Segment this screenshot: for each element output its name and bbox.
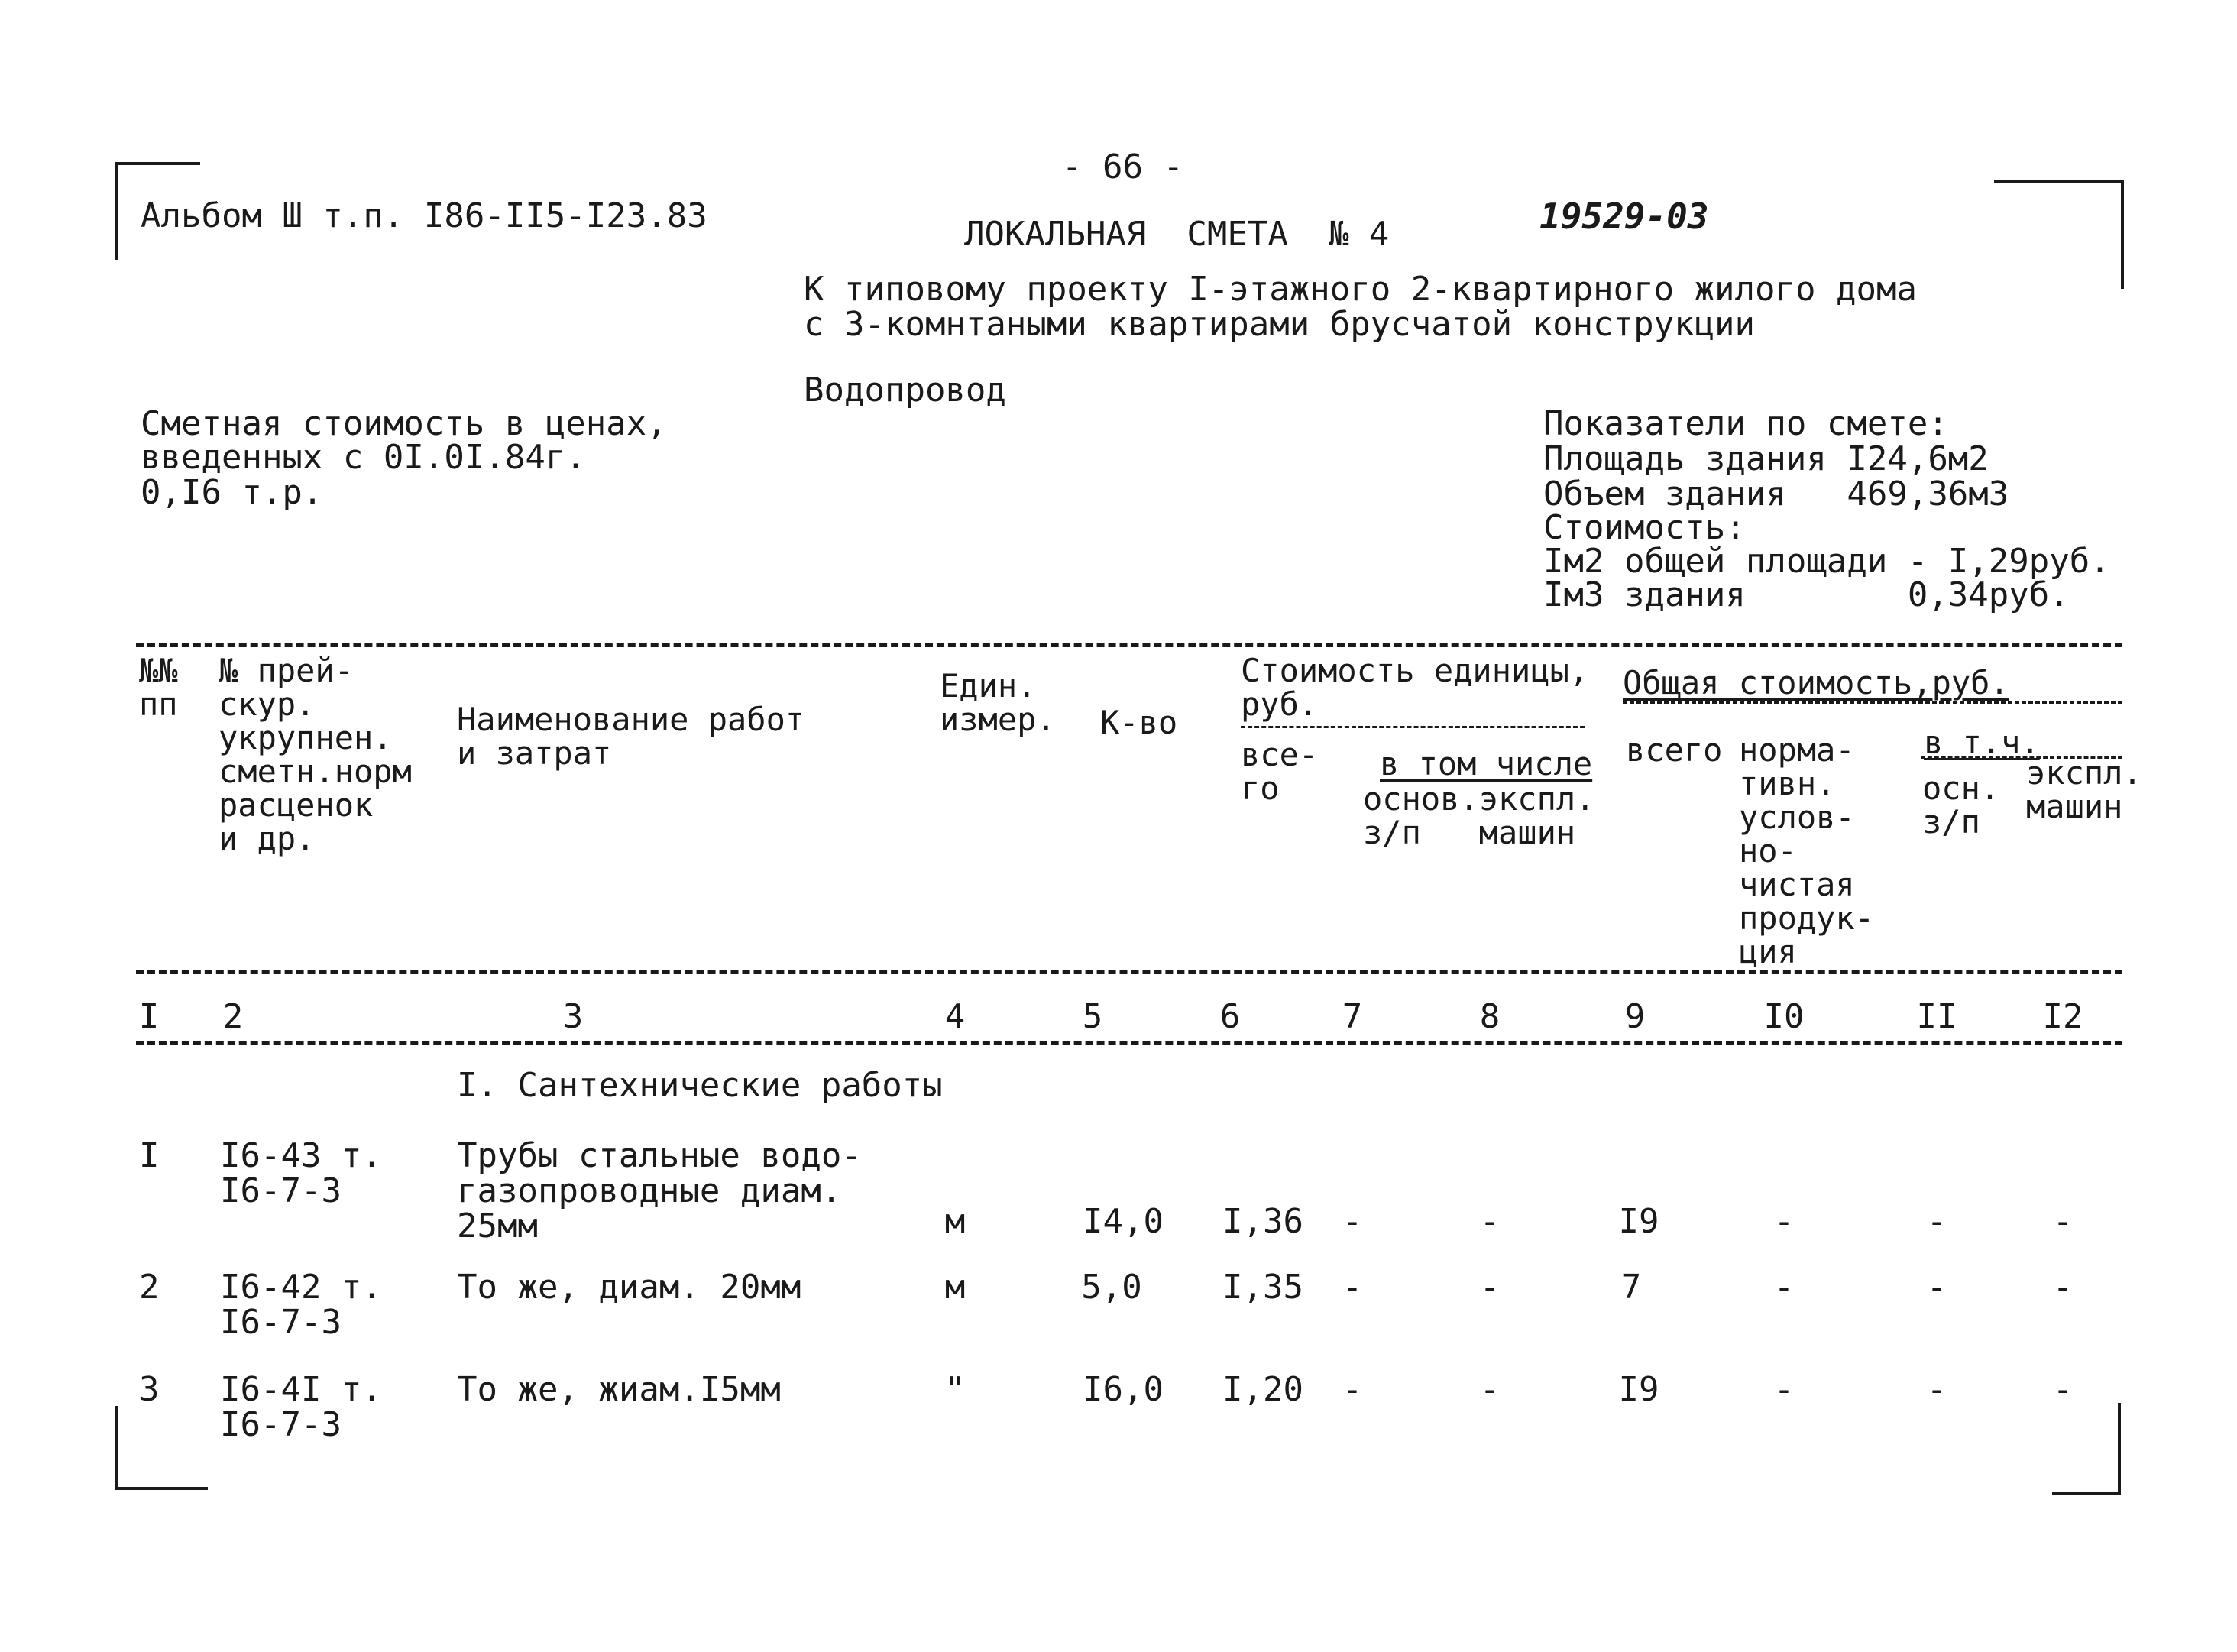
header-unit-cost: Стоимость единицы, руб. xyxy=(1241,652,1589,723)
frame-bottom-right-h xyxy=(2052,1492,2121,1495)
column-number: 8 xyxy=(1479,997,1501,1036)
page-number: - 66 - xyxy=(1062,147,1183,186)
frame-top-right-v xyxy=(2121,180,2124,289)
handwritten-code: 19529-03 xyxy=(1539,196,1709,237)
indicator-per-m3: Iм3 здания 0,34руб. xyxy=(1543,575,2070,614)
column-number: 6 xyxy=(1219,997,1241,1036)
table-row-unit: " xyxy=(944,1370,966,1409)
table-row-name: То же, жиам.I5мм xyxy=(457,1370,781,1409)
table-row-machines: - xyxy=(1479,1268,1501,1307)
header-total-cost-rule xyxy=(1623,701,2122,704)
column-number: 9 xyxy=(1624,997,1646,1036)
table-row-number: 3 xyxy=(139,1370,160,1409)
table-row-number: I xyxy=(139,1136,160,1175)
table-row-unit: м xyxy=(944,1268,966,1307)
table-row-total-machines: - xyxy=(2052,1370,2074,1409)
table-top-border xyxy=(136,643,2122,647)
table-row-code: I6-4I т. I6-7-3 xyxy=(220,1370,382,1444)
table-row-basic-wage: - xyxy=(1342,1370,1363,1409)
header-work-name: Наименование работ и затрат xyxy=(457,701,805,772)
table-row-total: I9 xyxy=(1618,1202,1659,1241)
table-row-number: 2 xyxy=(139,1268,160,1307)
indicator-cost-label: Стоимость: xyxy=(1543,508,1746,547)
header-total-normative: норма- тивн. услов- но- чистая продук- ция xyxy=(1739,731,1875,970)
table-row-machines: - xyxy=(1479,1202,1501,1241)
header-unit-including-cols: основ.экспл. з/п машин xyxy=(1363,780,1595,851)
column-number: I2 xyxy=(2042,997,2083,1036)
column-number: II xyxy=(1916,997,1957,1036)
header-total-including: в т.ч. xyxy=(1924,724,2040,761)
table-row-total: 7 xyxy=(1620,1268,1642,1307)
table-row-total-machines: - xyxy=(2052,1268,2074,1307)
table-row-normative: - xyxy=(1773,1268,1795,1307)
table-row-total-machines: - xyxy=(2052,1202,2074,1241)
header-unit-cost-rule xyxy=(1241,726,1585,728)
header-bottom-border xyxy=(136,970,2122,974)
header-total-basic-wage: осн. з/п xyxy=(1922,769,2000,841)
table-row-code: I6-42 т. I6-7-3 xyxy=(220,1268,382,1342)
table-row-total-basic-wage: - xyxy=(1926,1370,1947,1409)
indicator-per-m2: Iм2 общей площади - I,29руб. xyxy=(1543,542,2110,581)
column-number: 4 xyxy=(944,997,966,1036)
album-reference: Альбом Ш т.п. I86-II5-I23.83 xyxy=(141,196,707,235)
frame-bottom-left-h xyxy=(115,1487,208,1490)
column-number: 2 xyxy=(222,997,244,1036)
indicators-heading: Показатели по смете: xyxy=(1543,404,1948,443)
estimate-line-3: 0,I6 т.р. xyxy=(141,473,323,512)
table-row-normative: - xyxy=(1773,1202,1795,1241)
subtitle-line-2: с 3-комнтаными квартирами брусчатой конструкции xyxy=(804,305,1756,344)
table-row-unit: м xyxy=(944,1202,966,1241)
table-row-name: То же, диам. 20мм xyxy=(457,1268,801,1307)
table-row-code: I6-43 т. I6-7-3 xyxy=(220,1136,382,1210)
table-row-normative: - xyxy=(1773,1370,1795,1409)
header-total-all: всего xyxy=(1626,731,1723,769)
table-row-machines: - xyxy=(1479,1370,1501,1409)
table-row-basic-wage: - xyxy=(1342,1202,1363,1241)
column-number: 5 xyxy=(1082,997,1103,1036)
header-row-number: №№ пп xyxy=(139,652,178,723)
document-title: ЛОКАЛЬНАЯ СМЕТА № 4 xyxy=(964,215,1390,254)
section-name: Водопровод xyxy=(804,371,1006,410)
indicator-area: Площадь здания I24,6м2 xyxy=(1543,439,1989,478)
column-numbers-bottom-border xyxy=(136,1041,2122,1045)
column-number: I0 xyxy=(1763,997,1805,1036)
table-row-quantity: I6,0 xyxy=(1083,1370,1164,1409)
table-row-total-basic-wage: - xyxy=(1926,1268,1947,1307)
column-number: 3 xyxy=(562,997,584,1036)
table-row-total-basic-wage: - xyxy=(1926,1202,1947,1241)
table-row-total: I9 xyxy=(1618,1370,1659,1409)
header-unit: Един. измер. xyxy=(940,667,1056,738)
table-row-price: I,20 xyxy=(1222,1370,1303,1409)
estimate-line-1: Сметная стоимость в ценах, xyxy=(141,404,667,443)
column-number: 7 xyxy=(1342,997,1363,1036)
table-row-price: I,35 xyxy=(1222,1268,1303,1307)
indicator-volume: Объем здания 469,36м3 xyxy=(1543,475,2009,513)
frame-bottom-left-v xyxy=(115,1406,118,1490)
header-unit-including: в том числе xyxy=(1380,745,1593,782)
table-section-title: I. Сантехнические работы xyxy=(457,1066,943,1105)
header-unit-total: все- го xyxy=(1241,736,1319,807)
header-total-cost: Общая стоимость,руб. xyxy=(1623,664,2009,701)
table-row-basic-wage: - xyxy=(1342,1268,1363,1307)
subtitle-line-1: К типовому проекту I-этажного 2-квартирного жилого дома xyxy=(804,270,1917,309)
table-row-price: I,36 xyxy=(1222,1202,1303,1241)
column-number: I xyxy=(138,997,160,1036)
estimate-line-2: введенных с 0I.0I.84г. xyxy=(141,438,586,477)
table-row-quantity: 5,0 xyxy=(1081,1268,1142,1307)
frame-top-right-h xyxy=(1994,180,2124,183)
frame-bottom-right-v xyxy=(2118,1403,2121,1495)
frame-top-left-v xyxy=(115,162,118,260)
table-row-name: Трубы стальные водо- газопроводные диам. 25мм xyxy=(457,1136,862,1245)
frame-top-left-h xyxy=(115,162,200,165)
header-price-code: № прей- скур. укрупнен. сметн.норм расценок и др. xyxy=(219,652,412,857)
header-total-machines: экспл. машин xyxy=(2026,754,2142,825)
header-quantity: К-во xyxy=(1100,704,1178,741)
table-row-quantity: I4,0 xyxy=(1083,1202,1164,1241)
